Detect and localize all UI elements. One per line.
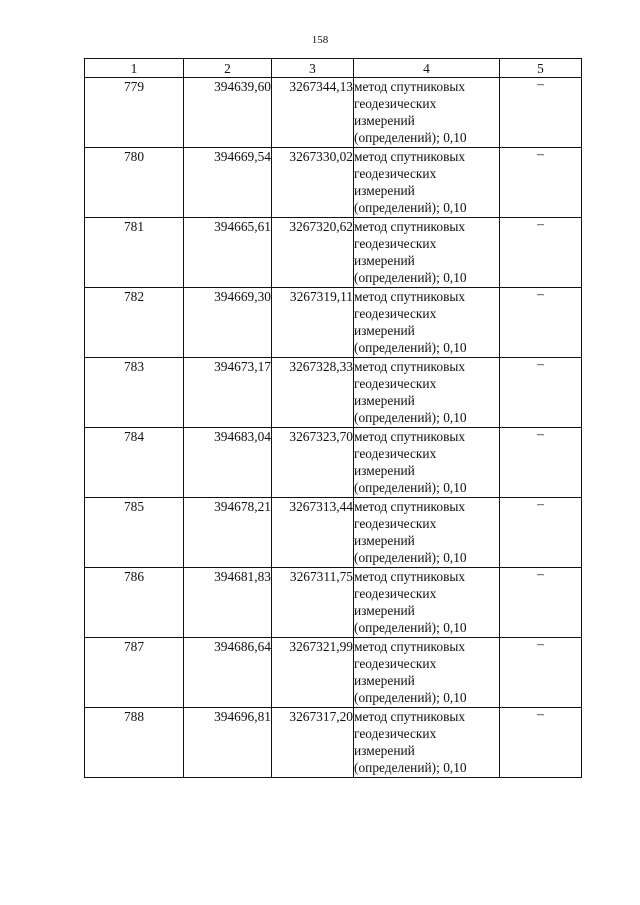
x-coordinate-cell: 394683,04	[184, 428, 272, 498]
column-header-2: 2	[184, 59, 272, 78]
method-cell	[354, 708, 500, 778]
note-cell	[500, 148, 582, 218]
method-text-line: измерений	[354, 673, 415, 688]
method-cell	[354, 498, 500, 568]
method-cell	[354, 218, 500, 288]
point-number-cell: 783	[85, 358, 184, 428]
table-row	[85, 568, 582, 638]
x-coordinate-cell: 394639,60	[184, 78, 272, 148]
note-dash: –	[537, 426, 544, 441]
method-text-line: метод спутниковых	[354, 219, 466, 234]
method-text-line: метод спутниковых	[354, 149, 466, 164]
y-coordinate-cell: 3267317,20	[272, 708, 354, 778]
note-dash: –	[537, 496, 544, 511]
column-header-3: 3	[272, 59, 354, 78]
note-cell	[500, 498, 582, 568]
method-cell	[354, 568, 500, 638]
method-text-line: (определений); 0,10	[354, 620, 467, 635]
point-number-cell: 788	[85, 708, 184, 778]
method-text-line: измерений	[354, 393, 415, 408]
table-row	[85, 148, 582, 218]
table-row	[85, 428, 582, 498]
point-number-cell: 782	[85, 288, 184, 358]
method-text-line: геодезических	[354, 586, 437, 601]
note-dash: –	[537, 146, 544, 161]
y-coordinate-cell: 3267330,02	[272, 148, 354, 218]
coordinates-table	[84, 58, 582, 778]
table-row	[85, 638, 582, 708]
method-text-line: измерений	[354, 603, 415, 618]
method-text-line: измерений	[354, 183, 415, 198]
y-coordinate-cell: 3267319,11	[272, 288, 354, 358]
method-text-line: (определений); 0,10	[354, 340, 467, 355]
x-coordinate-cell: 394669,54	[184, 148, 272, 218]
method-text-line: (определений); 0,10	[354, 130, 467, 145]
method-cell	[354, 428, 500, 498]
method-text-line: (определений); 0,10	[354, 760, 467, 775]
note-cell	[500, 638, 582, 708]
note-cell	[500, 218, 582, 288]
method-cell	[354, 288, 500, 358]
point-number-cell: 785	[85, 498, 184, 568]
x-coordinate-cell: 394696,81	[184, 708, 272, 778]
method-text-line: геодезических	[354, 446, 437, 461]
y-coordinate-cell: 3267320,62	[272, 218, 354, 288]
point-number-cell: 784	[85, 428, 184, 498]
table-row	[85, 78, 582, 148]
y-coordinate-cell: 3267321,99	[272, 638, 354, 708]
note-dash: –	[537, 76, 544, 91]
method-text-line: геодезических	[354, 516, 437, 531]
table-body	[85, 78, 582, 778]
table-row	[85, 708, 582, 778]
method-text-line: (определений); 0,10	[354, 200, 467, 215]
note-dash: –	[537, 356, 544, 371]
table-row	[85, 218, 582, 288]
note-cell	[500, 428, 582, 498]
method-text-line: метод спутниковых	[354, 429, 466, 444]
note-cell	[500, 288, 582, 358]
method-text-line: геодезических	[354, 656, 437, 671]
column-header-5: 5	[500, 59, 582, 78]
method-text-line: измерений	[354, 323, 415, 338]
method-cell	[354, 358, 500, 428]
point-number-cell: 780	[85, 148, 184, 218]
method-text-line: измерений	[354, 113, 415, 128]
note-cell	[500, 708, 582, 778]
x-coordinate-cell: 394686,64	[184, 638, 272, 708]
table-row	[85, 288, 582, 358]
x-coordinate-cell: 394673,17	[184, 358, 272, 428]
method-text-line: измерений	[354, 533, 415, 548]
note-dash: –	[537, 706, 544, 721]
x-coordinate-cell: 394681,83	[184, 568, 272, 638]
note-dash: –	[537, 636, 544, 651]
x-coordinate-cell: 394669,30	[184, 288, 272, 358]
y-coordinate-cell: 3267323,70	[272, 428, 354, 498]
table-header-row	[85, 59, 582, 78]
column-header-4: 4	[354, 59, 500, 78]
method-text-line: (определений); 0,10	[354, 270, 467, 285]
method-text-line: геодезических	[354, 236, 437, 251]
column-header-1: 1	[85, 59, 184, 78]
method-cell	[354, 148, 500, 218]
method-text-line: (определений); 0,10	[354, 410, 467, 425]
method-text-line: метод спутниковых	[354, 289, 466, 304]
note-cell	[500, 358, 582, 428]
method-text-line: измерений	[354, 463, 415, 478]
y-coordinate-cell: 3267328,33	[272, 358, 354, 428]
method-text-line: (определений); 0,10	[354, 550, 467, 565]
point-number-cell: 787	[85, 638, 184, 708]
note-dash: –	[537, 216, 544, 231]
method-text-line: геодезических	[354, 166, 437, 181]
method-cell	[354, 638, 500, 708]
method-text-line: (определений); 0,10	[354, 690, 467, 705]
method-text-line: метод спутниковых	[354, 709, 466, 724]
point-number-cell: 781	[85, 218, 184, 288]
page-number: 158	[311, 34, 329, 46]
note-cell	[500, 78, 582, 148]
x-coordinate-cell: 394665,61	[184, 218, 272, 288]
method-text-line: геодезических	[354, 96, 437, 111]
method-text-line: метод спутниковых	[354, 79, 466, 94]
y-coordinate-cell: 3267311,75	[272, 568, 354, 638]
method-text-line: метод спутниковых	[354, 569, 466, 584]
point-number-cell: 786	[85, 568, 184, 638]
x-coordinate-cell: 394678,21	[184, 498, 272, 568]
method-text-line: (определений); 0,10	[354, 480, 467, 495]
note-dash: –	[537, 566, 544, 581]
method-text-line: метод спутниковых	[354, 499, 466, 514]
y-coordinate-cell: 3267313,44	[272, 498, 354, 568]
table-row	[85, 498, 582, 568]
method-text-line: геодезических	[354, 726, 437, 741]
method-text-line: метод спутниковых	[354, 359, 466, 374]
note-dash: –	[537, 286, 544, 301]
y-coordinate-cell: 3267344,13	[272, 78, 354, 148]
method-text-line: измерений	[354, 743, 415, 758]
note-cell	[500, 568, 582, 638]
method-text-line: геодезических	[354, 376, 437, 391]
method-cell	[354, 78, 500, 148]
point-number-cell: 779	[85, 78, 184, 148]
table-row	[85, 358, 582, 428]
method-text-line: измерений	[354, 253, 415, 268]
method-text-line: геодезических	[354, 306, 437, 321]
method-text-line: метод спутниковых	[354, 639, 466, 654]
